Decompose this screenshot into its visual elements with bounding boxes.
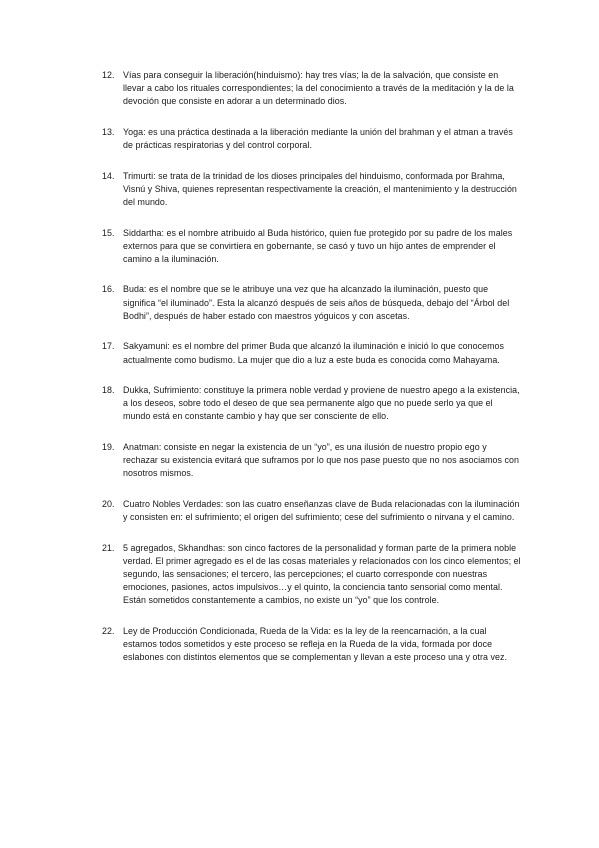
item-text: Sakyamuni: es el nombre del primer Buda que alcanzó la iluminación e inició lo que conocemos actualmente como budismo. La mujer que dio a luz a este buda es conocida como Mahayama.	[123, 341, 505, 365]
item-number: 12.	[102, 70, 115, 80]
item-text: Yoga: es una práctica destinada a la liberación mediante la unión del brahman y el atman a través de prácticas respiratorias y del control corporal.	[123, 126, 513, 151]
item-number: 17.	[102, 341, 115, 352]
item-text: Buda: es el nombre que se le atribuye una vez que ha alcanzado la iluminación, puesto que significa “el iluminado”. Esta la alcanzó después de seis años de búsqueda, debajo del “Árbol del Bodhi”, después de haber estado con maestros yóguicos y con ascetas.	[123, 284, 510, 321]
item-number: 19.	[102, 441, 115, 452]
list-item	[102, 283, 522, 323]
item-text: Dukka, Sufrimiento: constituye la primera noble verdad y proviene de nuestro apego a la existencia, a los deseos, sobre todo el deseo de que sea permanente algo que no puede serlo ya que el mundo está en constante cambio y hay que ser consciente de ello.	[123, 385, 520, 422]
item-text: 5 agregados, Skhandhas: son cinco factores de la personalidad y forman parte de la primera noble verdad. El primer agregado es el de las cosas materiales y relacionados con los cinco elementos; el segundo, las sensaciones; el tercero, las percepciones; el cuarto corresponde con nuestras emociones, pasiones, actos impulsivos…y el quinto, la conciencia tanto sensorial como mental. Están sometidos constantemente a cambios, no existe un “yo” que los controle.	[123, 542, 521, 606]
list-item	[102, 542, 522, 608]
item-number: 21.	[102, 542, 115, 553]
list-item	[102, 227, 522, 267]
item-number: 15.	[102, 227, 115, 238]
item-number: 14.	[102, 170, 115, 181]
item-number: 13.	[102, 126, 115, 137]
list-item	[102, 498, 522, 524]
list-item	[102, 170, 522, 210]
list-item	[102, 625, 522, 665]
list-item	[102, 441, 522, 481]
item-text: Anatman: consiste en negar la existencia de un “yo”, es una ilusión de nuestro propio ego y rechazar su existencia evitará que suframos por lo que nos pase puesto que no nos asociamos con nosotros mismos.	[123, 441, 519, 479]
item-text: Ley de Producción Condicionada, Rueda de la Vida: es la ley de la reencarnación, a la cual estamos todos sometidos y este proceso se refleja en la Rueda de la vida, formada por doce eslabones con distintos elementos que se complementan y llevan a este proceso una y otra vez.	[123, 625, 508, 663]
item-text: Siddartha: es el nombre atribuido al Buda histórico, quien fue protegido por su padre de los males externos para que se convirtiera en gobernante, se casó y tuvo un hijo antes de emprender el camino a la iluminación.	[123, 227, 513, 264]
item-number: 16.	[102, 284, 115, 295]
item-number: 20.	[102, 498, 115, 509]
glossary-list	[102, 69, 522, 682]
list-item	[102, 69, 522, 109]
item-number: 18.	[102, 385, 115, 396]
item-text: Trimurti: se trata de la trinidad de los dioses principales del hinduismo, conformada por Brahma, Visnú y Shiva, quienes representan respectivamente la creación, el mantenimiento y la destrucción del mundo.	[123, 170, 517, 208]
item-text: Vías para conseguir la liberación(hinduismo): hay tres vías; la de la salvación, que consiste en llevar a cabo los rituales correspondientes; la del conocimiento a través de la meditación y la de la devoción que consiste en adorar a un determinado dios.	[123, 70, 514, 107]
item-number: 22.	[102, 625, 115, 636]
item-text: Cuatro Nobles Verdades: son las cuatro enseñanzas clave de Buda relacionadas con la iluminación y consisten en: el sufrimiento; el origen del sufrimiento; cese del sufrimiento o nirvana y el camino.	[123, 498, 520, 523]
list-item	[102, 384, 522, 424]
list-item	[102, 126, 522, 152]
list-item	[102, 340, 522, 366]
